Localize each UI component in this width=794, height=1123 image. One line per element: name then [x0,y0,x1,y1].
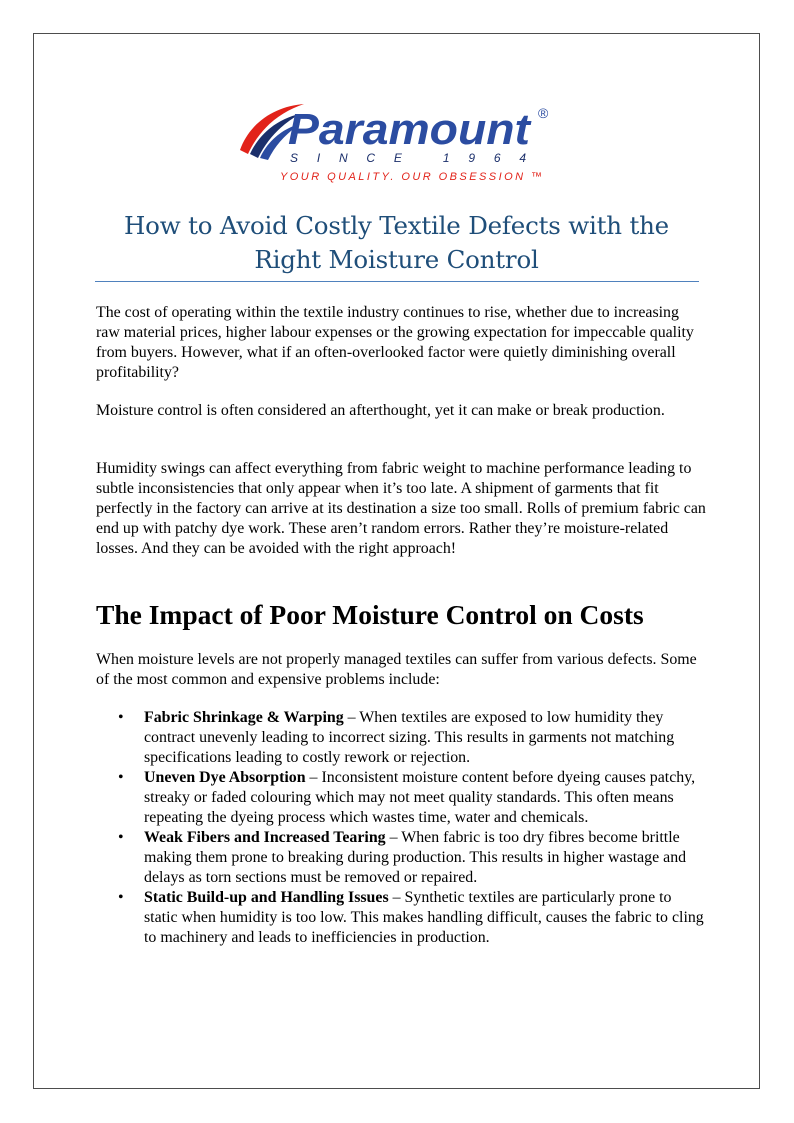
bullet-title: Weak Fibers and Increased Tearing [144,829,386,846]
paramount-logo-graphic [236,98,556,186]
bullet-marker: • [118,709,124,726]
intro-paragraph-2: Moisture control is often considered an afterthought, yet it can make or break production. [96,402,665,419]
bullet-title: Static Build-up and Handling Issues [144,889,389,906]
bullet-item-dye-absorption [96,768,706,828]
title-underline-rule [95,281,699,282]
bullet-item-static-buildup [96,888,706,948]
bullet-title: Fabric Shrinkage & Warping [144,709,344,726]
paramount-logo [236,98,556,186]
document-title: How to Avoid Costly Textile Defects with the Right Moisture Control [124,211,669,274]
intro-paragraph-1: The cost of operating within the textile industry continues to rise, whether due to increasing raw material prices, higher labour expenses or the growing expectation for impeccable quality from buyers. However, what if an often-overlooked factor were quietly diminishing overall profitability? [96,304,694,381]
bullet-item-shrinkage [96,708,706,768]
bullet-text: – When textiles are exposed to low humidity they contract unevenly leading to incorrect sizing. This results in garments not matching specifications leading to costly rework or rejection. [144,709,675,766]
bullet-text: – When fabric is too dry fibres become brittle making them prone to breaking during production. This results in higher wastage and delays as torn sections must be removed or repaired. [144,829,687,886]
logo-brand-name: Paramount [288,105,533,154]
section-heading: The Impact of Poor Moisture Control on Costs [96,599,644,630]
logo-registered-mark: ® [538,105,549,121]
bullet-marker: • [118,889,124,906]
section-intro-paragraph: When moisture levels are not properly managed textiles can suffer from various defects. Some of the most common and expensive problems include: [96,651,697,688]
bullet-title: Uneven Dye Absorption [144,769,306,786]
bullet-marker: • [118,829,124,846]
logo-tagline: YOUR QUALITY. OUR OBSESSION ™ [280,171,542,183]
bullet-text: – Inconsistent moisture content before dyeing causes patchy, streaky or faded colouring which may not meet quality standards. This often means repeating the dyeing process which wastes time, water and chemicals. [144,769,696,826]
bullet-text: – Synthetic textiles are particularly prone to static when humidity is too low. This makes handling difficult, causes the fabric to cling to machinery and leads to inefficiencies in production. [144,889,704,946]
defects-bullet-list [96,708,706,948]
bullet-marker: • [118,769,124,786]
logo-since-text: S I N C E 1 9 6 4 [290,151,526,165]
intro-paragraph-3: Humidity swings can affect everything from fabric weight to machine performance leading to subtle inconsistencies that only appear when it’s too late. A shipment of garments that fit perfectly in the factory can arrive at its destination a size too small. Rolls of premium fabric can end up with patchy dye work. These aren’t random errors. Rather they’re moisture-related losses. And they can be avoided with the right approach! [96,460,706,557]
bullet-item-weak-fibers [96,828,706,888]
